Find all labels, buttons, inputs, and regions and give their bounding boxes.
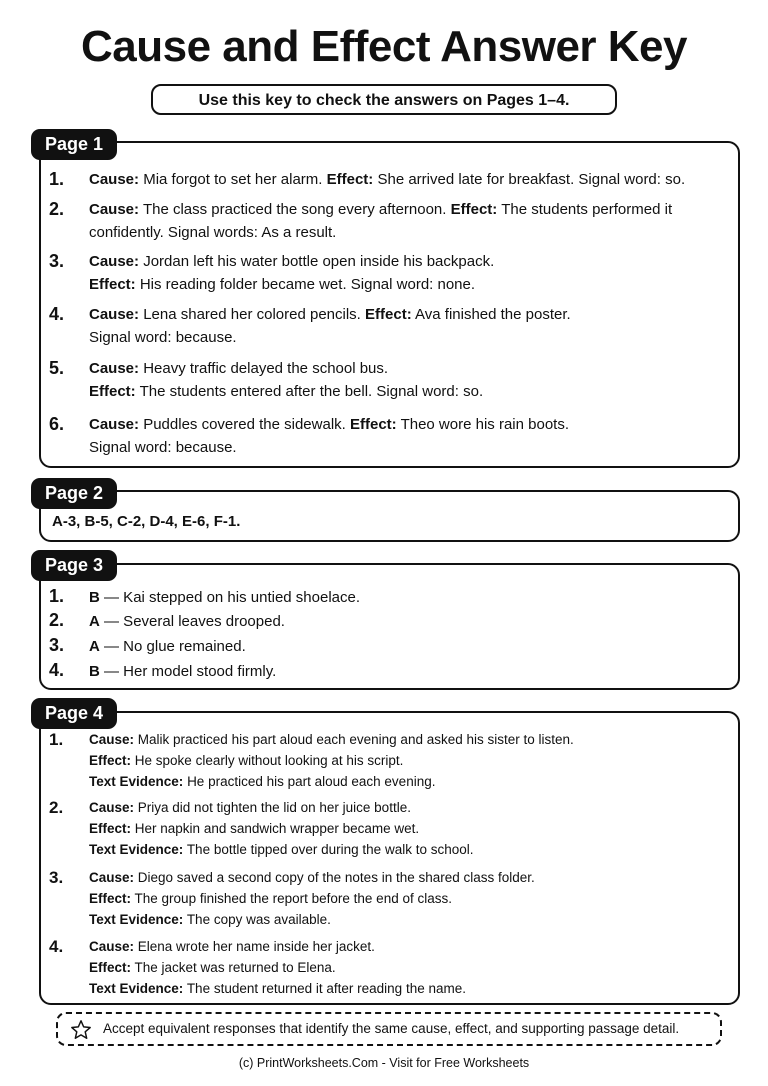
list-item: 5. Cause: Heavy traffic delayed the school bus. Effect: The students entered after the bell. Signal word: so. <box>49 358 484 400</box>
grading-note <box>56 1012 722 1046</box>
list-item: 4. Cause: Elena wrote her name inside her jacket. Effect: The jacket was returned to Elena. Text Evidence: The student returned it after reading the name. <box>49 937 466 996</box>
page-title: Cause and Effect Answer Key <box>81 22 687 71</box>
page1-tab: Page 1 <box>31 129 117 160</box>
list-item: 2. Cause: Priya did not tighten the lid on her juice bottle. Effect: Her napkin and sandwich wrapper became wet. Text Evidence: The bottle tipped over during the walk to school. <box>49 798 474 857</box>
footer-credit: (c) PrintWorksheets.Com - Visit for Free Worksheets <box>238 1056 530 1070</box>
page3-tab: Page 3 <box>31 550 117 581</box>
item-number: 1. <box>49 169 65 189</box>
star-icon <box>70 1019 92 1052</box>
list-item: 2. Cause: The class practiced the song every afternoon. Effect: The students performed it confidently. Signal words: As a result. <box>49 199 673 241</box>
matching-answers: A-3, B-5, C-2, D-4, E-6, F-1. <box>52 513 241 530</box>
list-item: 3. Cause: Jordan left his water bottle open inside his backpack. Effect: His reading folder became wet. Signal word: none. <box>49 251 495 293</box>
instructions-box: Use this key to check the answers on Pages 1–4. <box>151 84 617 115</box>
item-number: 2. <box>49 798 64 817</box>
item-number: 3. <box>49 868 64 887</box>
list-item: 3. Cause: Diego saved a second copy of the notes in the shared class folder. Effect: The group finished the report before the end of class. Text Evidence: The copy was available. <box>49 868 535 927</box>
item-number: 2. <box>49 199 65 219</box>
list-item: 1. B — Kai stepped on his untied shoelace. <box>49 586 361 606</box>
list-item: 3. A — No glue remained. <box>49 635 246 655</box>
list-item: 1. Cause: Mia forgot to set her alarm. Effect: She arrived late for breakfast. Signal word: so. <box>49 169 686 189</box>
page4-tab: Page 4 <box>31 698 117 729</box>
item-number: 1. <box>49 730 64 749</box>
note-text: Accept equivalent responses that identify the same cause, effect, and supporting passage detail. <box>103 1021 680 1036</box>
item-number: 4. <box>49 937 64 956</box>
item-number: 5. <box>49 358 65 378</box>
list-item: 6. Cause: Puddles covered the sidewalk. Effect: Theo wore his rain boots. Signal word: because. <box>49 414 569 456</box>
item-number: 3. <box>49 251 65 271</box>
list-item: 1. Cause: Malik practiced his part aloud each evening and asked his sister to listen. Effect: He spoke clearly without looking at his script. Text Evidence: He practiced his part aloud each evening. <box>49 730 574 789</box>
item-number: 4. <box>49 304 65 324</box>
page2-tab: Page 2 <box>31 478 117 509</box>
list-item: 4. B — Her model stood firmly. <box>49 660 277 680</box>
item-number: 6. <box>49 414 65 434</box>
list-item: 2. A — Several leaves drooped. <box>49 610 285 630</box>
list-item: 4. Cause: Lena shared her colored pencils. Effect: Ava finished the poster. Signal word: because. <box>49 304 571 346</box>
